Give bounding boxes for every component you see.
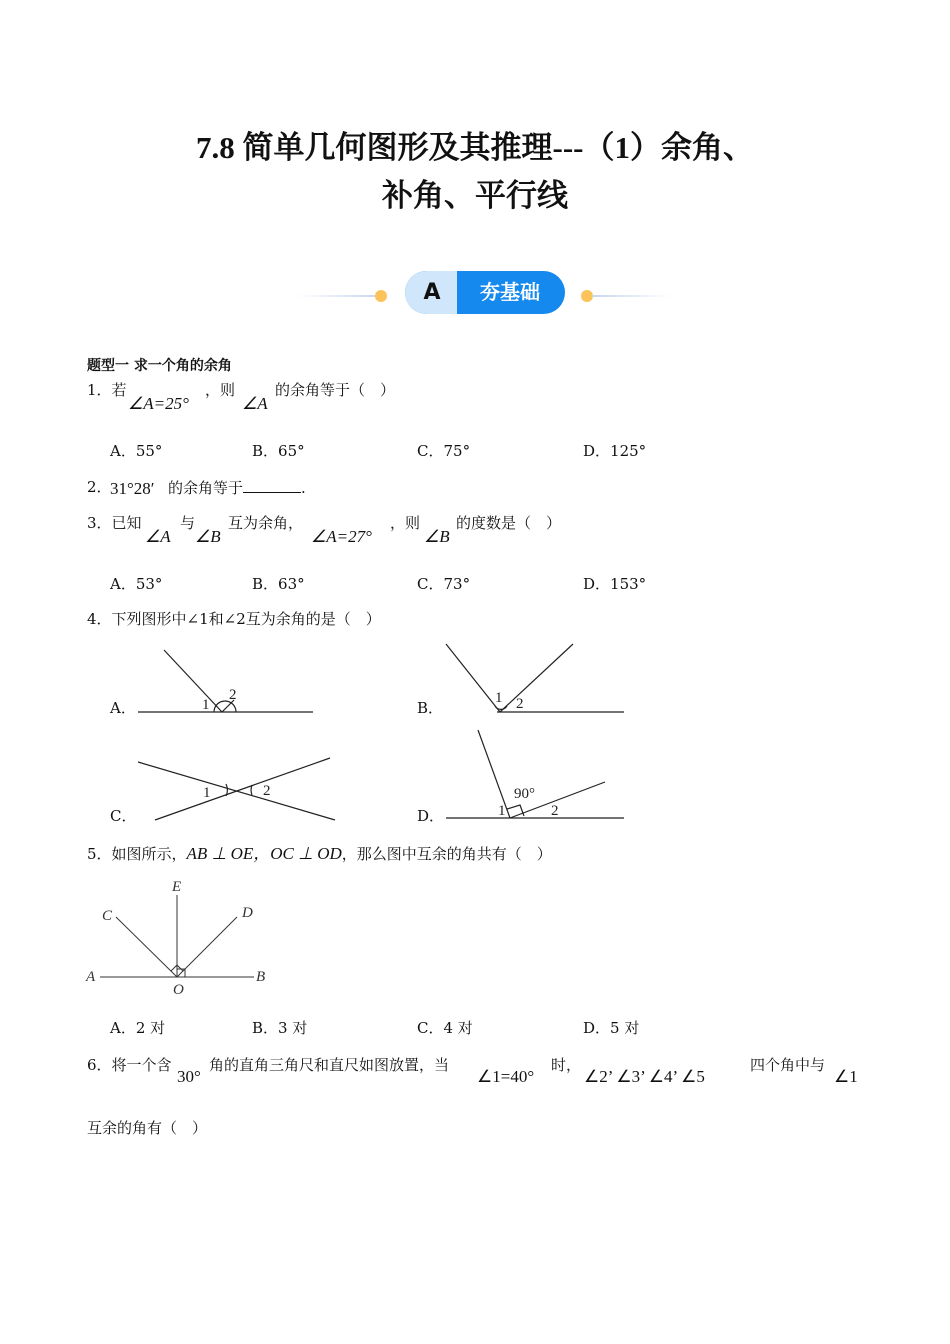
q3-text-1: 与: [180, 514, 196, 532]
title-line-1: 7.8 简单几何图形及其推理---（1）余角、: [196, 130, 754, 165]
angle-label-2: 2: [263, 783, 271, 799]
q5-option-b: B．3 对: [252, 1019, 308, 1037]
q5-option-d: D．5 对: [583, 1019, 640, 1037]
q3-prefix: 3．已知: [87, 514, 142, 532]
angle-label-2: 2: [516, 696, 524, 712]
q3-math-3: ∠A=27°: [311, 527, 372, 546]
q6-text-3: 四个角中与: [750, 1056, 826, 1074]
q5-option-c: C．4 对: [417, 1019, 473, 1037]
q3-option-d: D．153°: [583, 575, 647, 593]
q3-option-b: B．63°: [252, 575, 305, 593]
q6-math-2: ∠1=40°: [477, 1067, 535, 1086]
q5-math: AB ⊥ OE，OC ⊥ OD: [186, 844, 342, 863]
angle-label-1: 1: [498, 803, 506, 819]
q1-option-d: D．125°: [583, 442, 647, 460]
point-label-e: E: [172, 879, 182, 895]
q6-math-3: ∠2’ ∠3’ ∠4’ ∠5: [584, 1067, 705, 1086]
q1-math-2: ∠A: [242, 394, 268, 413]
q3-math-4: ∠B: [424, 527, 450, 546]
point-label-b: B: [256, 969, 266, 985]
q3-option-c: C．73°: [417, 575, 471, 593]
badge-letter: A: [405, 271, 457, 314]
section-heading: 题型一 求一个角的余角: [87, 358, 232, 374]
title-line-2: 补角、平行线: [382, 178, 568, 213]
q1-tail: 的余角等于（ ）: [275, 381, 396, 399]
q1-option-b: B．65°: [252, 442, 305, 460]
point-label-o: O: [173, 982, 184, 998]
q3-math-1: ∠A: [145, 527, 171, 546]
angle-label-2: 2: [551, 803, 559, 819]
q3-text-2: 互为余角，: [228, 514, 304, 532]
q2-end: .: [301, 479, 306, 497]
dot-left-icon: [375, 290, 387, 302]
q5-prefix: 5．如图所示，: [87, 845, 187, 863]
figure-4b: [440, 640, 630, 720]
q6-text-2: 时，: [551, 1056, 582, 1074]
q6-prefix: 6．将一个含: [87, 1056, 172, 1074]
figure-4a: [130, 645, 320, 720]
q1-option-a: A．55°: [110, 442, 163, 460]
q5-option-a: A．2 对: [110, 1019, 166, 1037]
point-label-d: D: [242, 905, 253, 921]
q2-math: 31°28′: [110, 479, 155, 498]
q3-text-3: ，则: [390, 514, 421, 532]
q6-math-4: ∠1: [834, 1067, 858, 1086]
q2-tail: 的余角等于: [168, 479, 244, 497]
figure-5: [82, 875, 272, 1000]
angle-label-2: 2: [229, 687, 237, 703]
q6-line-2: 互余的角有（ ）: [87, 1119, 208, 1137]
figure-4c: [130, 750, 340, 825]
q4-option-b: B．: [417, 699, 444, 717]
q1-option-c: C．75°: [417, 442, 471, 460]
angle-label-1: 1: [203, 785, 211, 801]
angle-label-1: 1: [495, 690, 503, 706]
divider-left: [296, 295, 378, 297]
q2-prefix: 2．: [87, 478, 112, 496]
q3-math-2: ∠B: [195, 527, 221, 546]
angle-label-90: 90°: [514, 786, 535, 802]
q3-option-a: A．53°: [110, 575, 163, 593]
q1-prefix: 1．若: [87, 381, 127, 399]
q1-mid: ，则: [205, 381, 236, 399]
divider-right: [592, 295, 672, 297]
badge-pill: [405, 271, 565, 314]
point-label-c: C: [102, 908, 113, 924]
q4-option-a: A．: [110, 699, 136, 717]
q2-answer-blank[interactable]: [243, 478, 301, 493]
q4-option-d: D．: [417, 807, 445, 825]
q5-tail: ，那么图中互余的角共有（ ）: [341, 845, 552, 863]
q3-text-4: 的度数是（ ）: [456, 514, 562, 532]
point-label-a: A: [86, 969, 96, 985]
badge-label: 夯基础: [480, 280, 540, 304]
q4-option-c: C．: [110, 807, 137, 825]
q4-text: 4．下列图形中∠1和∠2互为余角的是（ ）: [87, 610, 381, 628]
q1-math-1: ∠A=25°: [128, 394, 189, 413]
figure-4d: [440, 725, 630, 825]
angle-label-1: 1: [202, 697, 210, 713]
q6-text-1: 角的直角三角尺和直尺如图放置，当: [209, 1056, 450, 1074]
q6-math-1: 30°: [177, 1067, 201, 1086]
